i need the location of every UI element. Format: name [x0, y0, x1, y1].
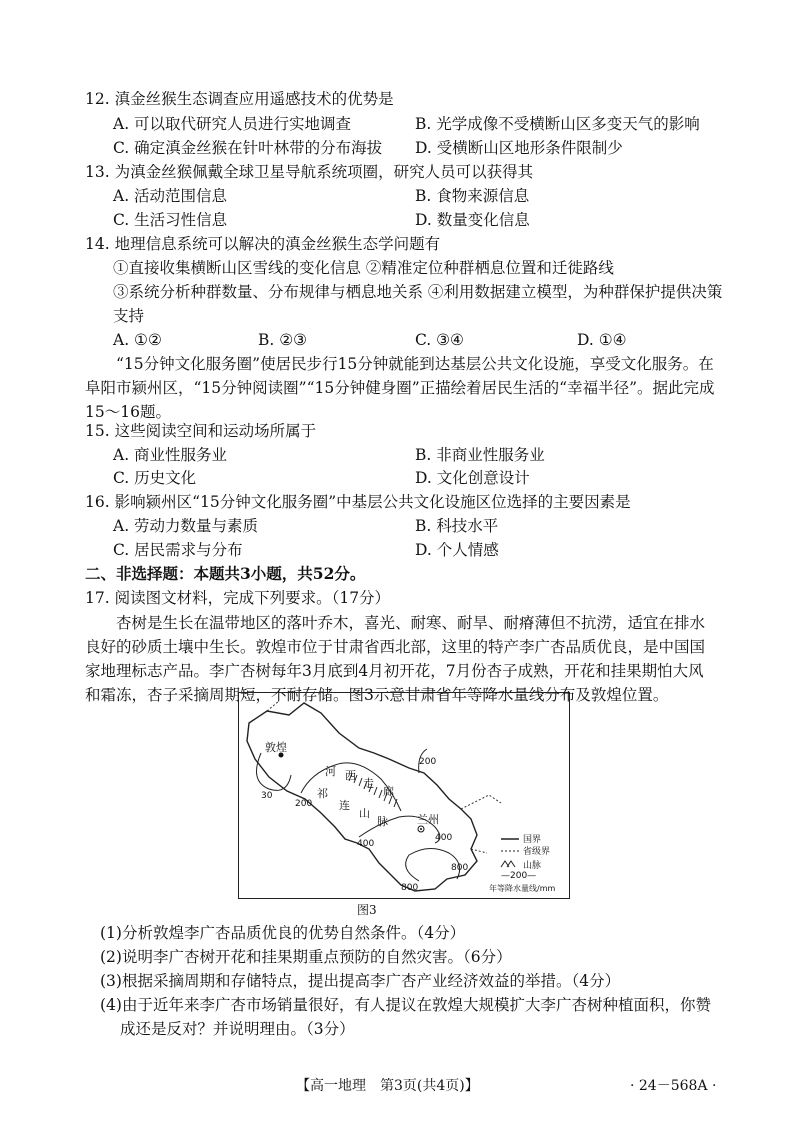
q12-option-a: A. 可以取代研究人员进行实地调查 — [113, 115, 352, 133]
q12-option-d: D. 受横断山区地形条件限制少 — [415, 139, 623, 157]
isoline-label: 800 — [451, 863, 469, 873]
gansu-outline — [247, 703, 477, 891]
legend-isoline-sample: —200— — [501, 871, 537, 881]
q14-statements-1: ①直接收集横断山区雪线的变化信息 ②精准定位种群栖息位置和迁徙路线 — [113, 259, 614, 277]
q13-option-d: D. 数量变化信息 — [415, 211, 530, 229]
label-hexi-3: 走 — [363, 777, 374, 790]
q12-option-b: B. 光学成像不受横断山区多变天气的影响 — [415, 115, 700, 133]
q15-option-d: D. 文化创意设计 — [415, 469, 530, 487]
q15-option-a: A. 商业性服务业 — [113, 446, 228, 464]
gansu-precipitation-map — [238, 692, 570, 899]
isoline-label: 200 — [295, 799, 313, 809]
q17-sub-4-cont: 成还是反对？并说明理由。（3分） — [120, 1020, 355, 1038]
legend-province-label: 省级界 — [523, 847, 551, 857]
legend-mountain-label: 山脉 — [523, 861, 542, 871]
legend-mountain-icon — [501, 861, 515, 867]
q13-option-c: C. 生活习性信息 — [113, 211, 228, 229]
isoline-label: 200 — [419, 757, 437, 767]
q14-option-d: D. ①④ — [577, 331, 627, 349]
q14-stem: 14. 地理信息系统可以解决的滇金丝猴生态学问题有 — [85, 235, 441, 253]
label-lanzhou: 兰州 — [417, 813, 439, 826]
province-border — [267, 701, 501, 853]
isoline-30 — [257, 753, 292, 790]
q17-sub-4: (4)由于近年来李广杏市场销量很好，有人提议在敦煌大规模扩大李广杏树种植面积，你赞 — [100, 996, 711, 1014]
q17-sub-2: (2)说明李广杏树开花和挂果期重点预防的自然灾害。（6分） — [100, 948, 512, 966]
page-code: · 24－568A · — [630, 1078, 717, 1094]
q17-sub-1: (1)分析敦煌李广杏品质优良的优势自然条件。（4分） — [100, 924, 466, 942]
isoline-label: 30 — [261, 791, 273, 801]
q17-passage: 杏树是生长在温带地区的落叶乔木，喜光、耐寒、耐旱、耐瘠薄但不抗涝，适宜在排水良好的砂质土壤中生长。敦煌市位于甘肃省西北部，这里的特产李广杏品质优良，是中国国家地理标志产品。李广杏树每年3月底到4月初开花，7月份杏子成熟，开花和挂果期怕大风和霜冻，杏子采摘周期短，不耐存储。图3示意甘肃省年等降水量线分布及敦煌位置。 — [85, 614, 706, 704]
intro-15-16: “15分钟文化服务圈”使居民步行15分钟就能到达基层公共文化设施，享受文化服务。在阜阳市颍州区，“15分钟阅读圈”“15分钟健身圈”正描绘着居民生活的“幸福半径”。据此完成15～16题。 — [85, 355, 715, 421]
map-svg — [239, 693, 569, 898]
q16-option-b: B. 科技水平 — [415, 517, 499, 535]
q14-statements-2: ③系统分析种群数量、分布规律与栖息地关系 ④利用数据建立模型，为种群保护提供决策 — [113, 283, 723, 301]
q15-option-b: B. 非商业性服务业 — [415, 446, 545, 464]
q14-option-b: B. ②③ — [258, 331, 308, 349]
q16-option-c: C. 居民需求与分布 — [113, 541, 243, 559]
q14-option-a: A. ①② — [113, 331, 162, 349]
label-qilian-4: 脉 — [377, 815, 388, 828]
legend-isoline-label: 年等降水量线/mm — [489, 884, 556, 893]
q17-stem: 17. 阅读图文材料，完成下列要求。（17分） — [85, 589, 391, 607]
q14-option-c: C. ③④ — [415, 331, 464, 349]
q13-stem: 13. 为滇金丝猴佩戴全球卫星导航系统项圈，研究人员可以获得其 — [85, 163, 534, 181]
label-qilian-1: 祁 — [317, 787, 328, 800]
label-qilian-2: 连 — [339, 799, 350, 812]
q17-sub-3: (3)根据采摘周期和存储特点，提出提高李广杏产业经济效益的举措。（4分） — [100, 972, 621, 990]
q16-option-d: D. 个人情感 — [415, 541, 499, 559]
q16-stem: 16. 影响颍州区“15分钟文化服务圈”中基层公共文化设施区位选择的主要因素是 — [85, 493, 631, 511]
isoline-label: 400 — [435, 833, 453, 843]
page-footer: 【高一地理 第3页(共4页)】 — [296, 1078, 479, 1094]
q13-option-b: B. 食物来源信息 — [415, 187, 530, 205]
label-dunhuang: 敦煌 — [265, 741, 287, 754]
label-hexi-1: 河 — [325, 765, 336, 778]
q14-statements-2-cont: 支持 — [113, 307, 145, 325]
q15-option-c: C. 历史文化 — [113, 469, 197, 487]
isoline-label: 800 — [401, 883, 419, 893]
label-qilian-3: 山 — [359, 807, 370, 820]
q12-option-c: C. 确定滇金丝猴在针叶林带的分布海拔 — [113, 139, 383, 157]
label-hexi-2: 西 — [345, 769, 356, 782]
legend-border-label: 国界 — [523, 835, 542, 845]
q16-option-a: A. 劳动力数量与素质 — [113, 517, 259, 535]
section-heading: 二、非选择题：本题共3小题，共52分。 — [85, 564, 366, 583]
isoline-label: 400 — [357, 839, 375, 849]
q13-option-a: A. 活动范围信息 — [113, 187, 228, 205]
q12-stem: 12. 滇金丝猴生态调查应用遥感技术的优势是 — [85, 90, 394, 108]
q15-stem: 15. 这些阅读空间和运动场所属于 — [85, 422, 317, 440]
label-hexi-4: 廊 — [383, 785, 394, 798]
figure-caption: 图3 — [357, 903, 377, 917]
